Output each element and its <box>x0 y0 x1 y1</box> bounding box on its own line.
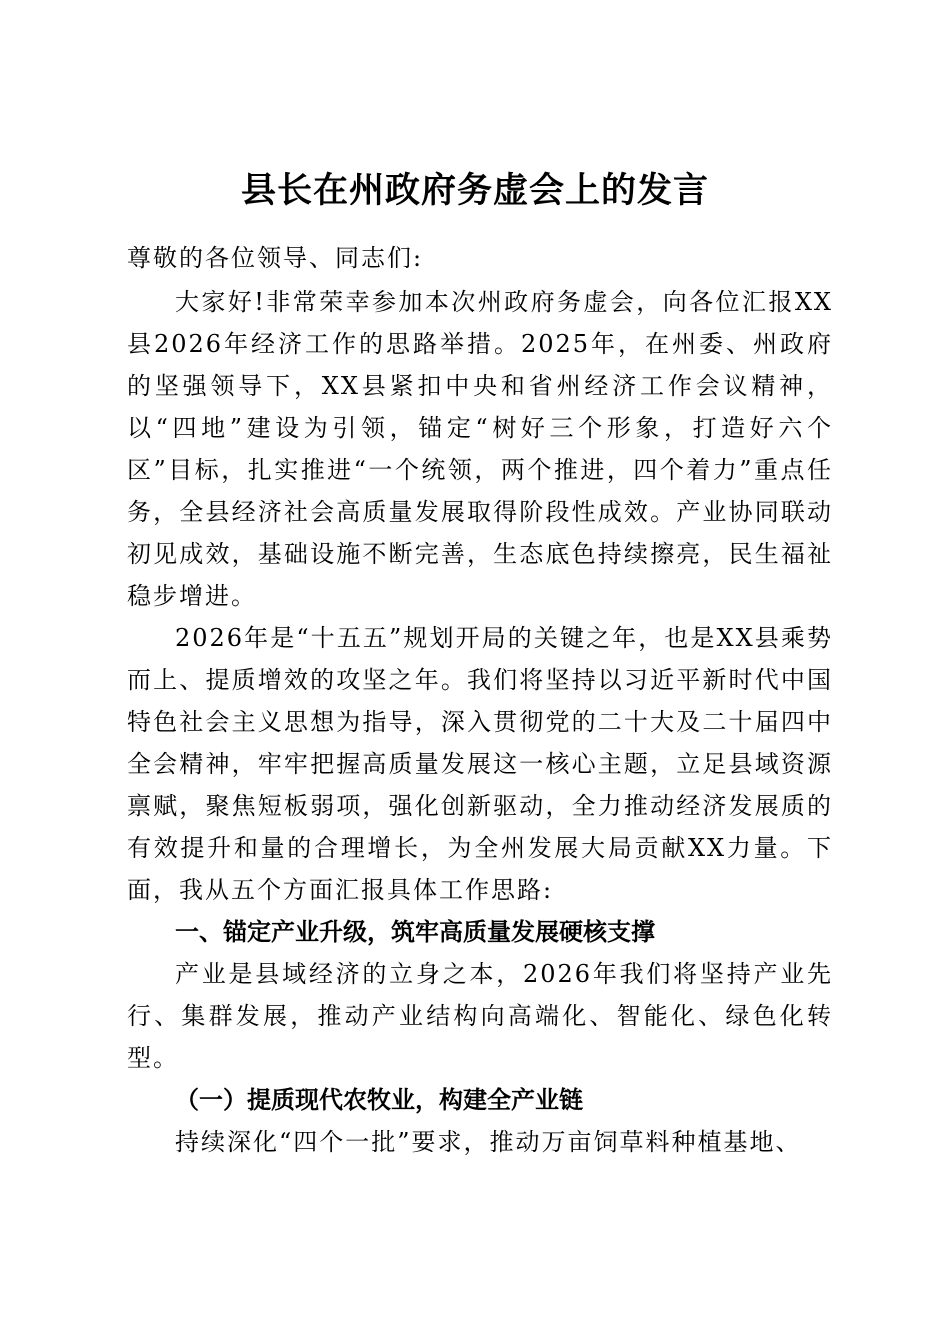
document-body <box>127 237 833 1163</box>
salutation: 尊敬的各位领导、同志们: <box>127 244 424 272</box>
paragraph-plan: 2026年是“十五五”规划开局的关键之年，也是XX县乘势而上、提质增效的攻坚之年。我们将坚持以习近平新时代中国特色社会主义思想为指导，深入贯彻党的二十大及二十届四中全会精神，牢牢把握高质量发展这一核心主题，立足县域资源禀赋，聚焦短板弱项，强化创新驱动，全力推动经济发展质的有效提升和量的合理增长，为全州发展大局贡献XX力量。下面，我从五个方面汇报具体工作思路: <box>127 624 833 904</box>
paragraph-agriculture: 持续深化“四个一批”要求，推动万亩饲草料种植基地、 <box>175 1128 802 1156</box>
paragraph-intro: 大家好!非常荣幸参加本次州政府务虚会，向各位汇报XX县2026年经济工作的思路举措。2025年，在州委、州政府的坚强领导下，XX县紧扣中央和省州经济工作会议精神，以“四地”建设为引领，锚定“树好三个形象，打造好六个区”目标，扎实推进“一个统领，两个推进，四个着力”重点任务，全县经济社会高质量发展取得阶段性成效。产业协同联动初见成效，基础设施不断完善，生态底色持续擦亮，民生福祉稳步增进。 <box>127 288 833 610</box>
document-title: 县长在州政府务虚会上的发言 <box>240 170 709 211</box>
paragraph-industry: 产业是县域经济的立身之本，2026年我们将坚持产业先行、集群发展，推动产业结构向高端化、智能化、绿色化转型。 <box>127 960 833 1072</box>
subsection-heading-1: （一）提质现代农牧业，构建全产业链 <box>175 1086 583 1114</box>
section-heading-1: 一、锚定产业升级，筑牢高质量发展硬核支撑 <box>175 918 655 946</box>
